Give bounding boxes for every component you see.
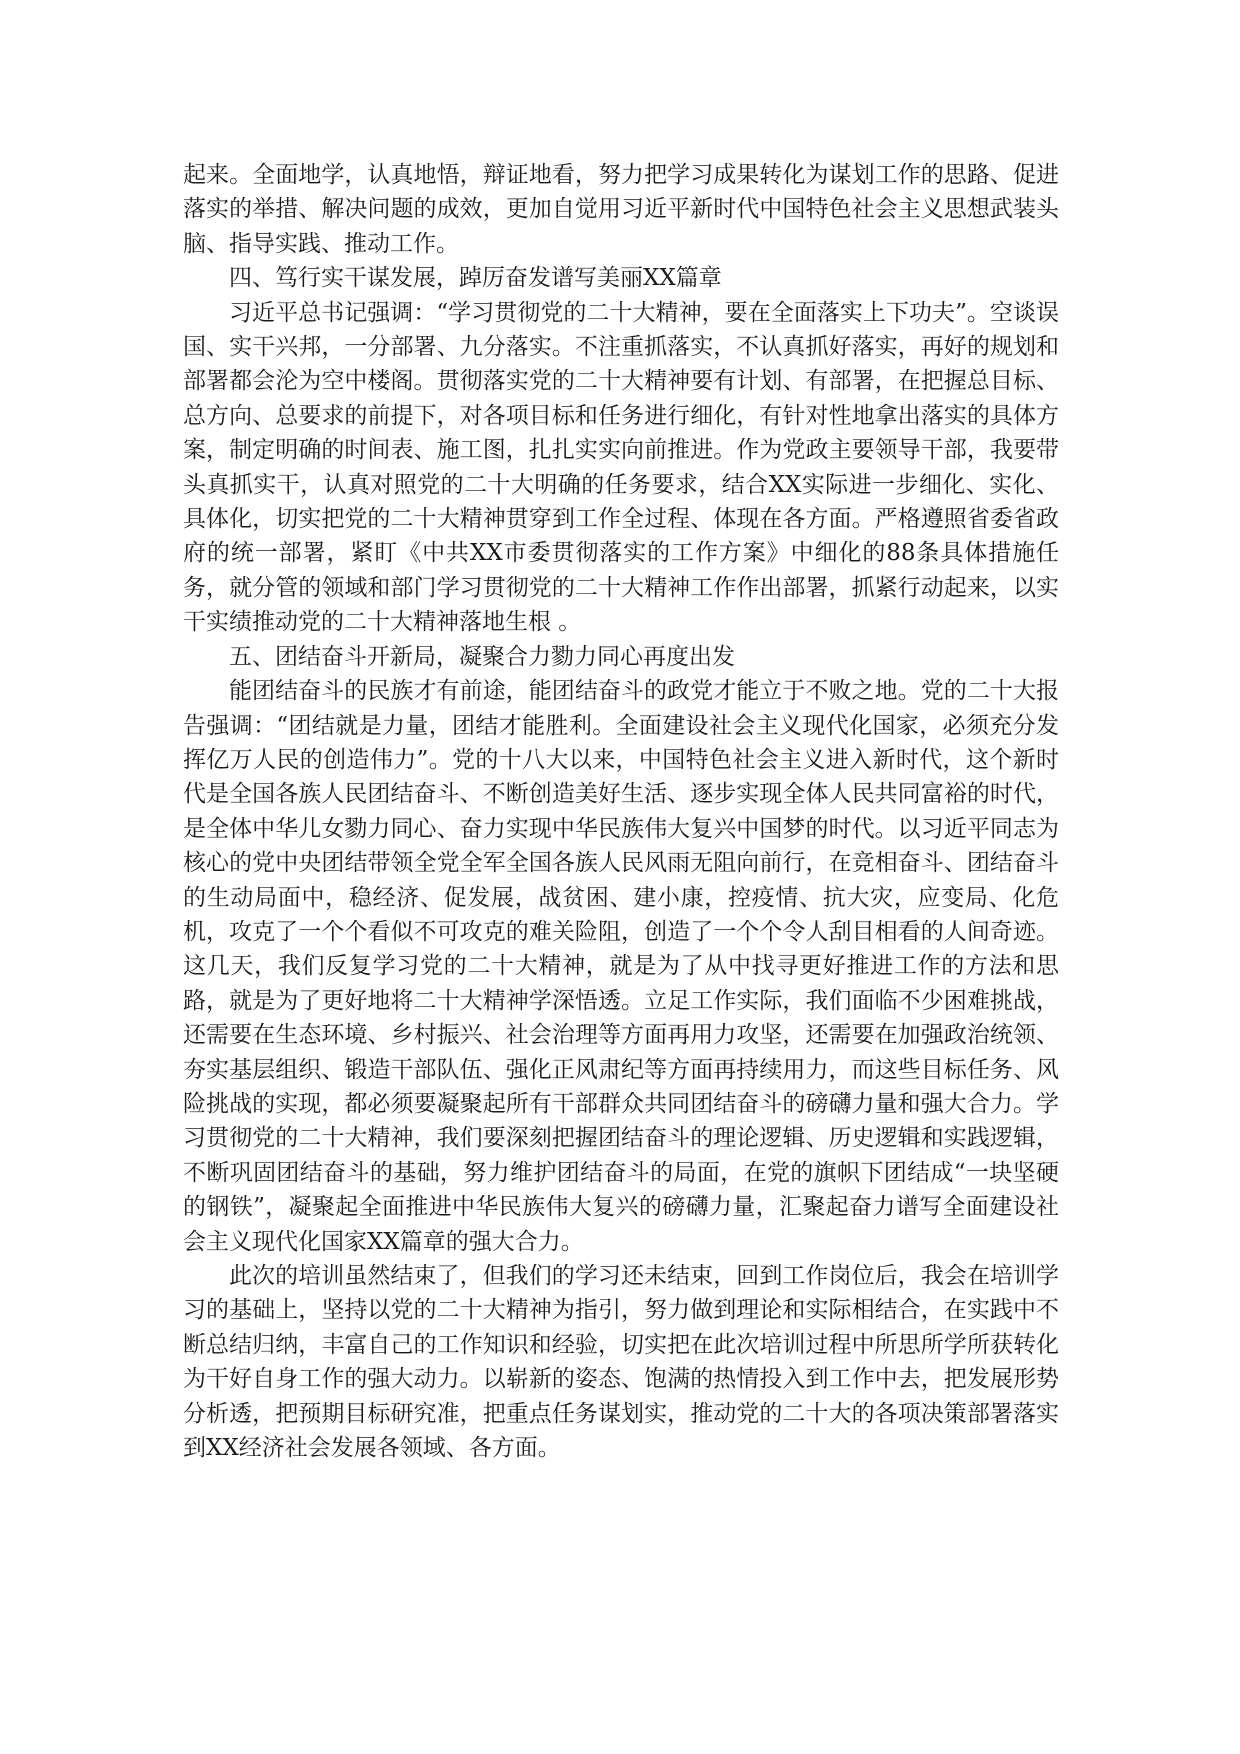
section-heading-four: 四、笃行实干谋发展，踔厉奋发谱写美丽XX篇章	[229, 265, 722, 292]
paragraph-section-four: 习近平总书记强调：“学习贯彻党的二十大精神，要在全面落实上下功夫”。空谈误国、实干兴邦，一分部署、九分落实。不注重抓落实，不认真抓好落实，再好的规划和部署都会沦为空中楼阁。贯彻落实党的二十大精神要有计划、有部署，在把握总目标、总方向、总要求的前提下，对各项目标和任务进行细化，有针对性地拿出落实的具体方案，制定明确的时间表、施工图，扎扎实实向前推进。作为党政主要领导干部，我要带头真抓实干，认真对照党的二十大明确的任务要求，结合XX实际进一步细化、实化、具体化，切实把党的二十大精神贯穿到工作全过程、体现在各方面。严格遵照省委省政府的统一部署，紧盯《中共XX市委贯彻落实的工作方案》中细化的88条具体措施任务，就分管的领域和部门学习贯彻党的二十大精神工作作出部署，抓紧行动起来，以实干实绩推动党的二十大精神落地生根 。	[183, 299, 1059, 636]
section-heading-five: 五、团结奋斗开新局，凝聚合力勠力同心再度出发	[229, 643, 735, 670]
document-page	[183, 158, 1059, 1465]
paragraph-section-five: 能团结奋斗的民族才有前途，能团结奋斗的政党才能立于不败之地。党的二十大报告强调：“团结就是力量，团结才能胜利。全面建设社会主义现代化国家，必须充分发挥亿万人民的创造伟力”。党的十八大以来，中国特色社会主义进入新时代，这个新时代是全国各族人民团结奋斗、不断创造美好生活、逐步实现全体人民共同富裕的时代，是全体中华儿女勠力同心、奋力实现中华民族伟大复兴中国梦的时代。以习近平同志为核心的党中央团结带领全党全军全国各族人民风雨无阻向前行，在竞相奋斗、团结奋斗的生动局面中，稳经济、促发展，战贫困、建小康，控疫情、抗大灾，应变局、化危机，攻克了一个个看似不可攻克的难关险阻，创造了一个个令人刮目相看的人间奇迹。这几天，我们反复学习党的二十大精神，就是为了从中找寻更好推进工作的方法和思路，就是为了更好地将二十大精神学深悟透。立足工作实际，我们面临不少困难挑战，还需要在生态环境、乡村振兴、社会治理等方面再用力攻坚，还需要在加强政治统领、夯实基层组织、锻造干部队伍、强化正风肃纪等方面再持续用力，而这些目标任务、风险挑战的实现，都必须要凝聚起所有干部群众共同团结奋斗的磅礴力量和强大合力。学习贯彻党的二十大精神，我们要深刻把握团结奋斗的理论逻辑、历史逻辑和实践逻辑，不断巩固团结奋斗的基础，努力维护团结奋斗的局面，在党的旗帜下团结成“一块坚硬的钢铁”，凝聚起全面推进中华民族伟大复兴的磅礴力量，汇聚起奋力谱写全面建设社会主义现代化国家XX篇章的强大合力。	[183, 678, 1059, 1255]
paragraph-conclusion: 此次的培训虽然结束了，但我们的学习还未结束，回到工作岗位后，我会在培训学习的基础上，坚持以党的二十大精神为指引，努力做到理论和实际相结合，在实践中不断总结归纳，丰富自己的工作知识和经验，切实把在此次培训过程中所思所学所获转化为干好自身工作的强大动力。以崭新的姿态、饱满的热情投入到工作中去，把发展形势分析透，把预期目标研究准，把重点任务谋划实，推动党的二十大的各项决策部署落实到XX经济社会发展各领域、各方面。	[183, 1263, 1059, 1462]
paragraph-continuation: 起来。全面地学，认真地悟，辩证地看，努力把学习成果转化为谋划工作的思路、促进落实的举措、解决问题的成效，更加自觉用习近平新时代中国特色社会主义思想武装头脑、指导实践、推动工作。	[183, 162, 1059, 257]
